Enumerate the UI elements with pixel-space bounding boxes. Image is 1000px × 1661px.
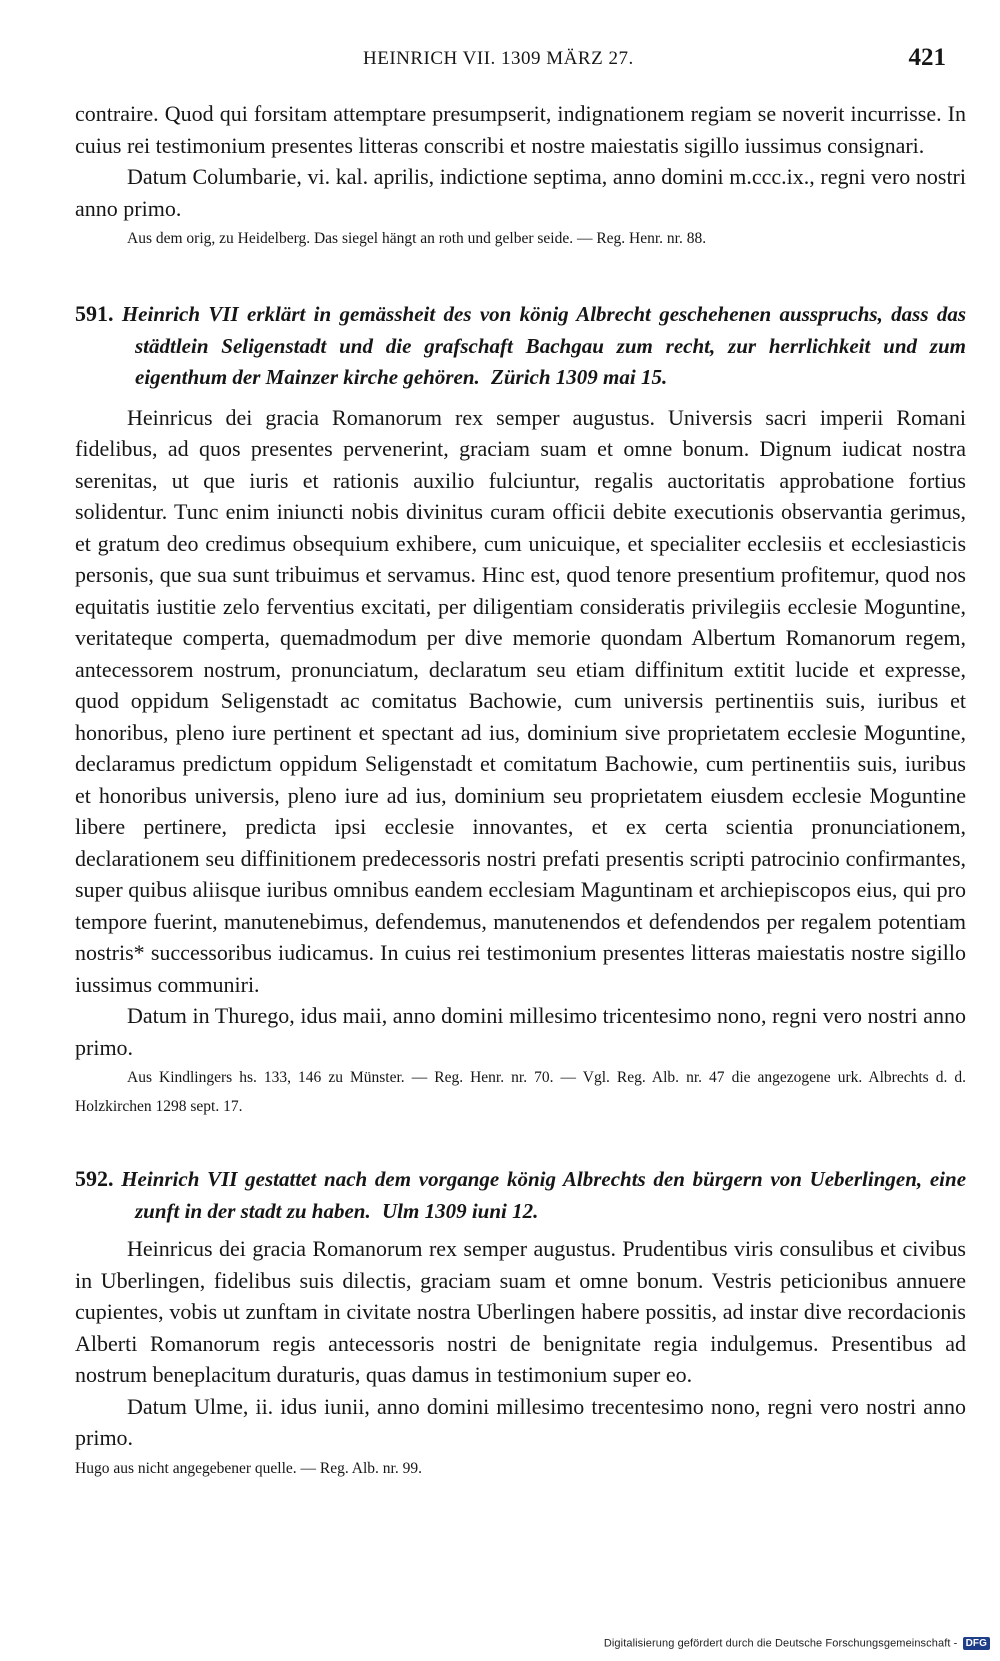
document-592-summary: Heinrich VII gestattet nach dem vorgange könig Albrechts den bürgern von Ueberlingen, eine zunft in der stadt zu haben. <box>121 1167 967 1223</box>
document-592-heading <box>75 1163 966 1227</box>
document-591-body: Heinricus dei gracia Romanorum rex semper augustus. Universis sacri imperii Romani fidelibus, ad quos presentes pervenerint, graciam suam et omne bonum. Dignum iudicat nostra serenitas, ut que iuris et rationis auxilio fulciuntur, regalis auctoritatis approbatione fortius solidentur. Tunc enim iniuncti nobis divinitus curam officii debite executionis observantia gerimus, et gratum deo credimus obsequium exhibere, cum unicuique, et specialiter ecclesiis et ecclesiasticis personis, que sua sunt tribuimus et servamus. Hinc est, quod tenore presentium profitemur, quod nos equitatis iustitie zelo ferventius excitati, per diligentiam consideratis privilegiis ecclesie Moguntine, veritateque comperta, quemadmodum per dive memorie quondam Albertum Romanorum regem, antecessorem nostrum, pronunciatum, declaratum seu etiam diffinitum extitit lucide et expresse, quod oppidum Seligenstadt ac comitatus Bachowie, cum universis pertinentiis suis, iuribus et honoribus, pleno iure pertinent et spectant ad ius, dominium sive proprietatem ecclesie Moguntine, declaramus predictum oppidum Seligenstadt et comitatum Bachowie, cum pertinentiis suis, iuribus et honoribus universis, pleno iure ad ius, dominium seu proprietatem eiusdem ecclesie Moguntine libere pertinere, predicta ipsi ecclesie innovantes, et ex certa scientia pronunciationem, declarationem seu diffinitionem predecessoris nostri prefati presentis scripti patrocinio confirmantes, super quibus aliisque iuribus omnibus eandem ecclesiam Maguntinam et archiepiscopos eius, qui pro tempore fuerint, manutenebimus, defendemus, manutenendos et defendendos per regalem potentiam nostris* successoribus iudicamus. In cuius rei testimonium presentes litteras maiestatis nostre sigillo iussimus communiri. <box>75 404 966 997</box>
document-592-datum: Datum Ulme, ii. idus iunii, anno domini millesimo trecentesimo nono, regni vero nostri anno primo. <box>75 1393 966 1450</box>
document-591 <box>75 298 966 1121</box>
document-591-number: 591. <box>75 301 114 326</box>
document-591-source-note: Aus Kindlingers hs. 133, 146 zu Münster. — Reg. Henr. nr. 70. — Vgl. Reg. Alb. nr. 47 die angezogene urk. Albrechts d. d. Holzkirchen 1298 sept. 17. <box>75 1069 966 1115</box>
document-592-source-note: Hugo aus nicht angegebener quelle. — Reg. Alb. nr. 99. <box>75 1459 422 1477</box>
previous-document-datum: Datum Columbarie, vi. kal. aprilis, indictione septima, anno domini m.ccc.ix., regni vero nostri anno primo. <box>75 164 966 221</box>
document-592-place-date: Ulm 1309 iuni 12. <box>382 1198 539 1223</box>
previous-document-source-note: Aus dem orig, zu Heidelberg. Das siegel hängt an roth und gelber seide. — Reg. Henr. nr. 88. <box>127 230 707 247</box>
previous-document-ending <box>75 98 966 253</box>
document-591-heading <box>75 298 966 394</box>
running-head: HEINRICH VII. 1309 MÄRZ 27. <box>363 48 634 69</box>
document-591-summary: Heinrich VII erklärt in gemässheit des von könig Albrecht geschehenen ausspruchs, dass das städtlein Seligenstadt und die grafschaft Bachgau zum recht, zur herrlichkeit und zum eigenthum der Mainzer kirche gehören. <box>121 302 967 389</box>
dfg-logo: DFG <box>963 1637 990 1650</box>
page-number: 421 <box>908 44 946 71</box>
document-592 <box>75 1163 966 1483</box>
document-592-number: 592. <box>75 1166 114 1191</box>
document-591-place-date: Zürich 1309 mai 15. <box>491 365 668 389</box>
credit-text: Digitalisierung gefördert durch die Deutsche Forschungsgemeinschaft - <box>603 1637 958 1650</box>
document-591-datum: Datum in Thurego, idus maii, anno domini millesimo tricentesimo nono, regni vero nostri anno primo. <box>75 1003 966 1060</box>
page-header <box>75 44 956 78</box>
digitization-credit <box>604 1637 990 1650</box>
document-592-body: Heinricus dei gracia Romanorum rex semper augustus. Prudentibus viris consulibus et civibus in Uberlingen, fidelibus suis dilectis, graciam suam et omne bonum. Vestris peticionibus annuere cupientes, vobis ut zunftam in civitate nostra Uberlingen habere possitis, ad instar dive recordacionis Alberti Romanorum regis antecessoris nostri de benignitate regia indulgemus. Presentibus ad nostrum beneplacitum duraturis, quas damus in testimonium super eo. <box>75 1236 966 1387</box>
previous-document-text: contraire. Quod qui forsitam attemptare presumpserit, indignationem regiam se noverit incurrisse. In cuius rei testimonium presentes litteras conscribi et nostre maiestatis sigillo iussimus consignari. <box>75 101 966 158</box>
